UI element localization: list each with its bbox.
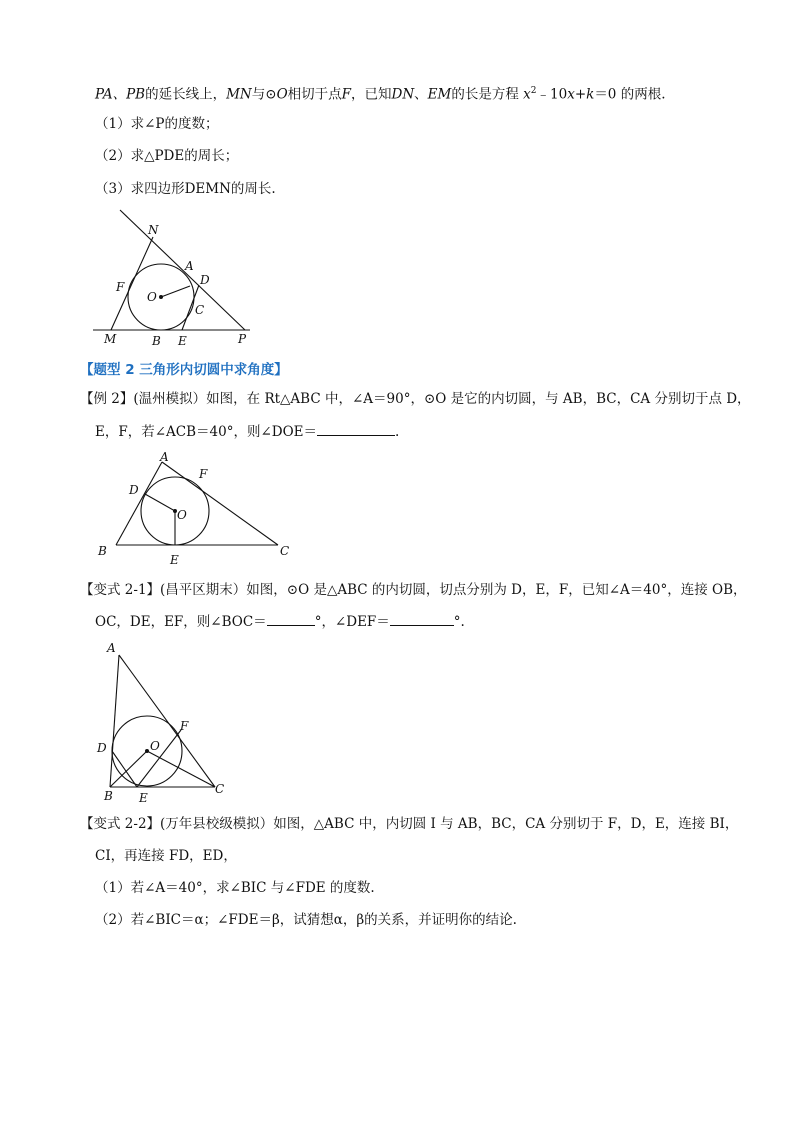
text-mn: MN	[226, 86, 252, 103]
fig3-side-ca	[119, 655, 215, 787]
text-rest1: ﹣10	[536, 86, 568, 103]
fig1-label-n: N	[148, 223, 159, 237]
variant22-line-1: 【变式 2-2】(万年县校级模拟）如图，△ABC 中，内切圆 I 与 AB，BC，CA 分别切于 F，D，E，连接 BI，	[80, 816, 739, 832]
fig3-label-a: A	[107, 641, 116, 655]
fig1-label-m: M	[104, 332, 117, 346]
variant22-question-2: （2）若∠BIC＝α；∠FDE＝β，试猜想α，β的关系，并证明你的结论.	[95, 912, 517, 928]
text-f: F	[341, 86, 352, 103]
example2-text-b: .	[395, 424, 400, 440]
fig1-label-a: A	[185, 259, 194, 273]
text-sq: 2	[530, 86, 537, 96]
text-known: ，已知	[351, 86, 392, 103]
variant21-text-c: °.	[453, 614, 465, 630]
variant21-text-b: °，∠DEF＝	[314, 614, 390, 630]
text-em: EM	[427, 86, 452, 103]
fig2-label-b: B	[98, 544, 107, 558]
fig1-label-e: E	[178, 334, 187, 348]
fig2-label-d: D	[129, 483, 139, 497]
section-title-2: 【题型 2 三角形内切圆中求角度】	[80, 362, 288, 378]
fig1-label-d: D	[200, 273, 210, 287]
text-eq: 的长是方程	[451, 86, 519, 103]
fig3-label-c: C	[215, 782, 225, 796]
variant21-text-a: OC，DE，EF，则∠BOC＝	[95, 614, 267, 630]
text-plus: +	[574, 86, 587, 103]
fig3-center-dot	[145, 749, 149, 753]
text-dn: DN	[391, 86, 415, 103]
fig2-label-e: E	[170, 553, 179, 567]
fig3-label-e: E	[139, 791, 148, 805]
example2-line-1: 【例 2】(温州模拟）如图，在 Rt△ABC 中，∠A＝90°，⊙O 是它的内切圆，与 AB，BC，CA 分别切于点 D，	[80, 391, 751, 407]
fig2-label-o: O	[177, 508, 187, 522]
variant22-line-2: CI，再连接 FD，ED，	[95, 848, 237, 864]
text-x2: x	[567, 86, 575, 103]
variant22-question-1: （1）若∠A＝40°，求∠BIC 与∠FDE 的度数.	[95, 880, 375, 896]
variant21-line-1: 【变式 2-1】(昌平区期末）如图，⊙O 是△ABC 的内切圆，切点分别为 D，E，F，已知∠A＝40°，连接 OB，	[80, 582, 747, 598]
text-x: x	[523, 86, 531, 103]
fig3-label-d: D	[97, 741, 107, 755]
fig3-label-f: F	[180, 719, 189, 733]
fig3-label-b: B	[104, 789, 113, 803]
text-k: k	[586, 86, 595, 103]
fig1-label-p: P	[238, 332, 247, 346]
text-tangent2: 相切于点	[287, 86, 342, 103]
text-rest2: ＝0 的两根.	[594, 86, 666, 103]
fig1-label-f: F	[116, 280, 125, 294]
fig3-side-ab	[110, 655, 119, 787]
question-3: （3）求四边形DEMN的周长.	[95, 181, 276, 197]
text-pa-pb: PA、PB	[95, 86, 146, 103]
fig3-line-oc	[147, 751, 215, 787]
fig2-label-c: C	[280, 544, 290, 558]
fig1-label-o: O	[147, 290, 157, 304]
question-2: （2）求△PDE的周长；	[95, 148, 239, 164]
text-ext: 的延长线上，	[145, 86, 227, 103]
fig2-label-f: F	[199, 467, 208, 481]
fig3-label-o: O	[150, 739, 160, 753]
text-tangent: 与⊙	[251, 86, 277, 103]
fig1-label-c: C	[195, 303, 205, 317]
fig1-label-b: B	[152, 334, 161, 348]
example2-text-a: E，F，若∠ACB＝40°，则∠DOE＝	[95, 424, 318, 440]
question-1: （1）求∠P的度数；	[95, 116, 219, 132]
text-o: O	[276, 86, 288, 103]
fig2-label-a: A	[160, 450, 169, 464]
text-sep: 、	[414, 86, 428, 103]
